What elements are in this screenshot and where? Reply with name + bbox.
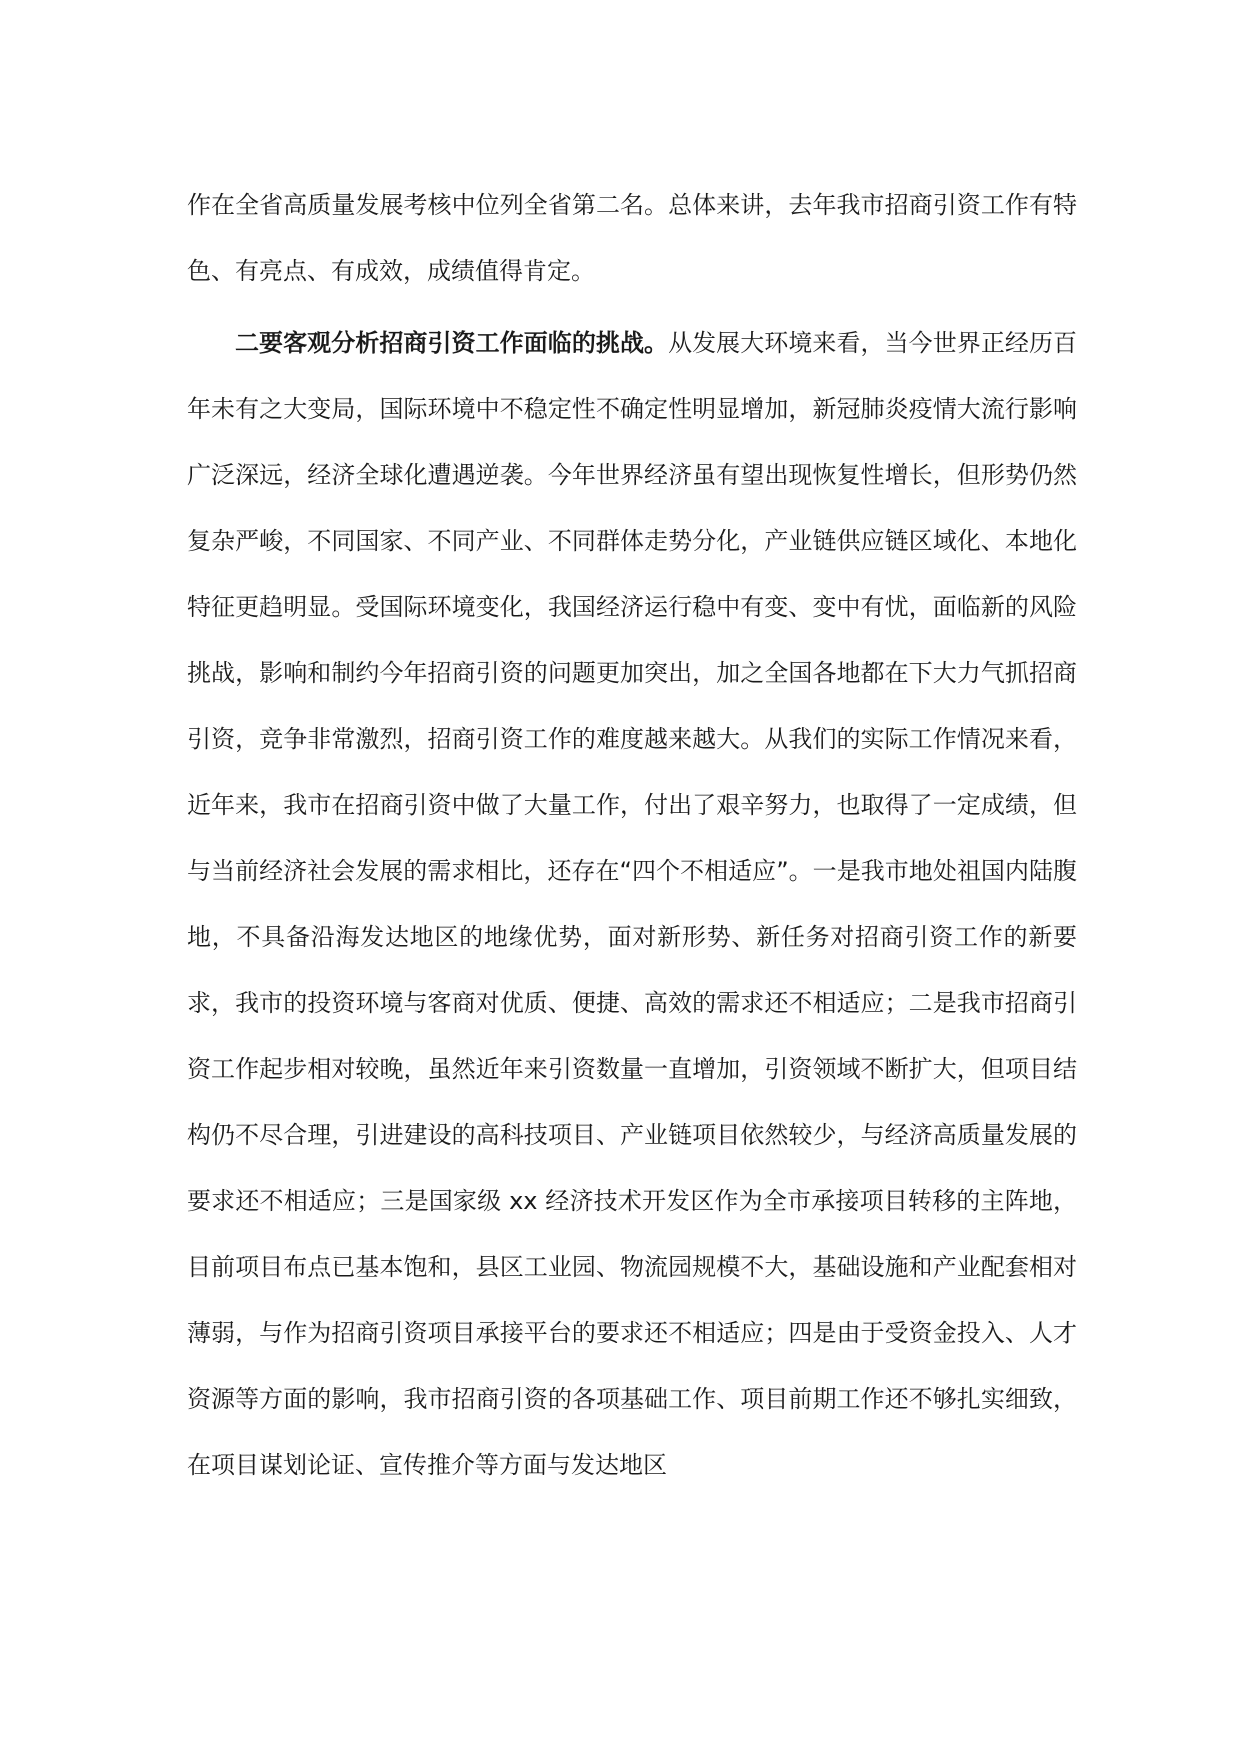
paragraph-challenges-body: 从发展大环境来看，当今世界正经历百年未有之大变局，国际环境中不稳定性不确定性明显增加，新冠肺炎疫情大流行影响广泛深远，经济全球化遭遇逆袭。今年世界经济虽有望出现恢复性增长，但形势仍然复杂严峻，不同国家、不同产业、不同群体走势分化，产业链供应链区域化、本地化特征更趋明显。受国际环境变化，我国经济运行稳中有变、变中有忧，面临新的风险挑战，影响和制约今年招商引资的问题更加突出，加之全国各地都在下大力气抓招商引资，竞争非常激烈，招商引资工作的难度越来越大。从我们的实际工作情况来看，近年来，我市在招商引资中做了大量工作，付出了艰辛努力，也取得了一定成绩，但与当前经济社会发展的需求相比，还存在“四个不相适应”。一是我市地处祖国内陆腹地，不具备沿海发达地区的地缘优势，面对新形势、新任务对招商引资工作的新要求，我市的投资环境与客商对优质、便捷、高效的需求还不相适应；二是我市招商引资工作起步相对较晚，虽然近年来引资数量一直增加，引资领域不断扩大，但项目结构仍不尽合理，引进建设的高科技项目、产业链项目依然较少，与经济高质量发展的要求还不相适应；三是国家级 xx 经济技术开发区作为全市承接项目转移的主阵地，目前项目布点已基本饱和，县区工业园、物流园规模不大，基础设施和产业配套相对薄弱，与作为招商引资项目承接平台的要求还不相适应；四是由于受资金投入、人才资源等方面的影响，我市招商引资的各项基础工作、项目前期工作还不够扎实细致，在项目谋划论证、宣传推介等方面与发达地区 [187,329,1078,1479]
document-body [187,172,1077,1498]
paragraph-lead-heading: 二要客观分析招商引资工作面临的挑战。 [235,329,669,357]
paragraph-challenges [187,310,1077,1498]
paragraph-summary: 作在全省高质量发展考核中位列全省第二名。总体来讲，去年我市招商引资工作有特色、有亮点、有成效，成绩值得肯定。 [187,191,1077,285]
